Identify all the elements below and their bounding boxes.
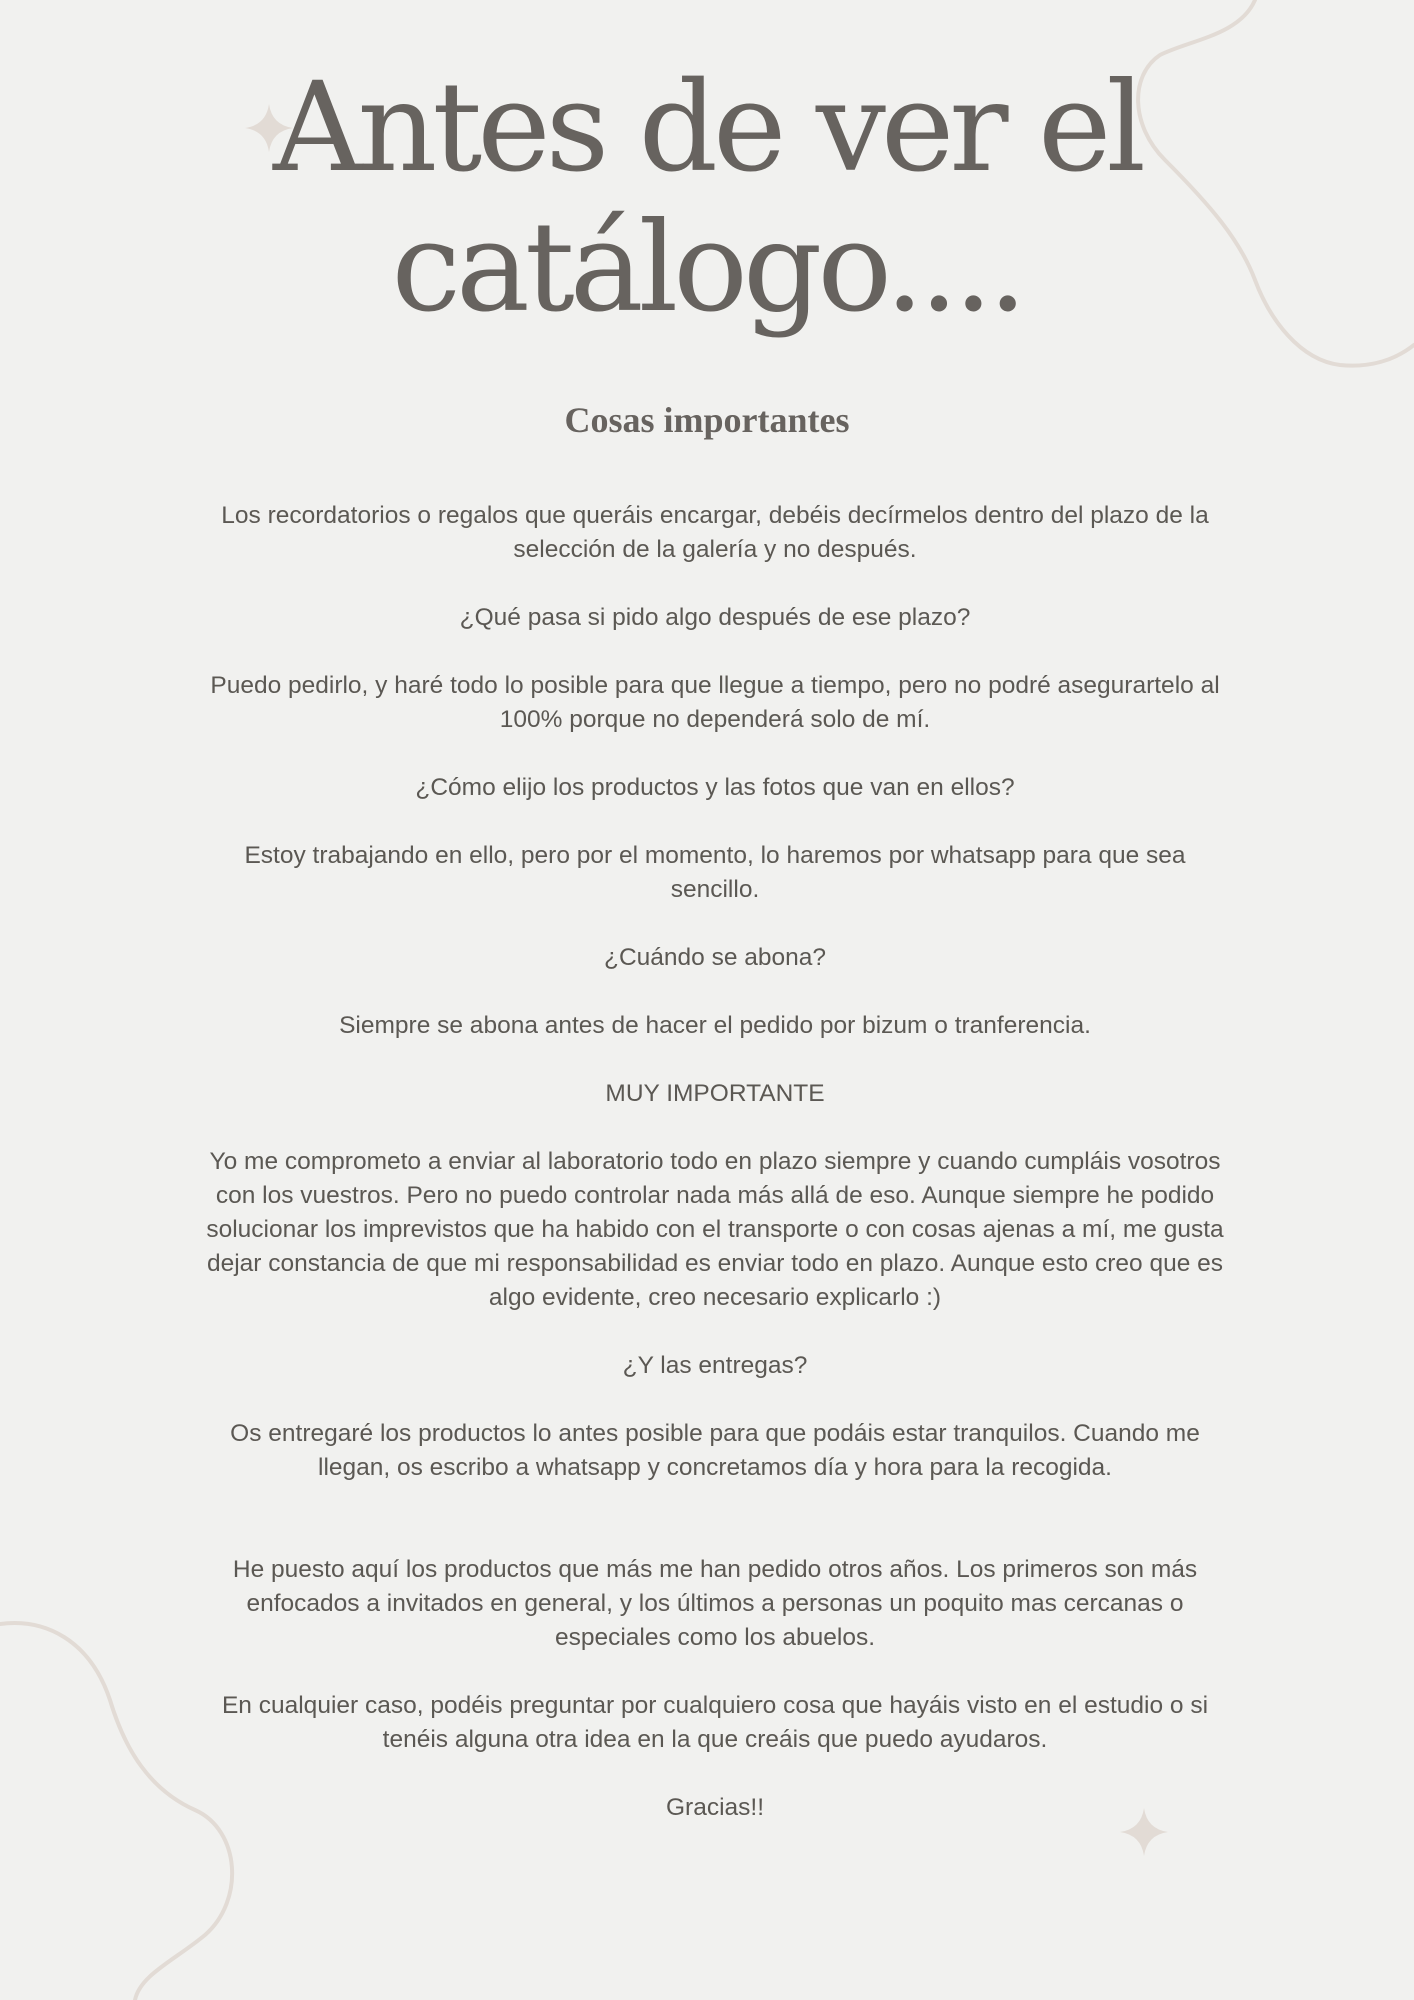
page-title [0, 58, 1414, 338]
paragraph-compromiso: Yo me comprometo a enviar al laboratorio todo en plazo siempre y cuando cumpláis vosotros con los vuestros. Pero no puedo controlar nada más allá de eso. Aunque siempre he podido solucionar los imprevistos que ha habido con el transporte o con cosas ajenas a mí, me gusta dejar constancia de que mi responsabilidad es enviar todo en plazo. Aunque esto creo que es algo evidente, creo necesario explicarlo :) [206, 1148, 1224, 1311]
closing-thanks: Gracias!! [665, 1794, 765, 1821]
heading-muy-importante: MUY IMPORTANTE [605, 1080, 825, 1107]
title-line-2: catálogo.... [391, 196, 1023, 340]
paragraph-productos: He puesto aquí los productos que más me han pedido otros años. Los primeros son más enfocados a invitados en general, y los últimos a personas un poquito mas cercanas o especiales como los abuelos. [232, 1556, 1198, 1651]
question-despues-plazo: ¿Qué pasa si pido algo después de ese plazo? [459, 604, 971, 631]
answer-entregas: Os entregaré los productos lo antes posible para que podáis estar tranquilos. Cuando me llegan, os escribo a whatsapp y concretamos día y hora para la recogida. [230, 1420, 1200, 1481]
paragraph-preguntar: En cualquier caso, podéis preguntar por cualquiero cosa que hayáis visto en el estudio o si tenéis alguna otra idea en la que creáis que puedo ayudaros. [221, 1692, 1209, 1753]
section-subtitle: Cosas importantes [564, 400, 850, 440]
question-abono: ¿Cuándo se abona? [603, 944, 827, 971]
answer-despues-plazo: Puedo pedirlo, y haré todo lo posible para que llegue a tiempo, pero no podré asegurartelo al 100% porque no dependerá solo de mí. [210, 672, 1220, 733]
bottom-left-wavy-line [0, 1623, 232, 2000]
question-elegir-productos: ¿Cómo elijo los productos y las fotos que van en ellos? [415, 774, 1015, 801]
answer-abono: Siempre se abona antes de hacer el pedido por bizum o tranferencia. [339, 1012, 1091, 1039]
answer-elegir-productos: Estoy trabajando en ello, pero por el momento, lo haremos por whatsapp para que sea sencillo. [244, 842, 1186, 903]
title-line-1: Antes de ver el [272, 56, 1142, 200]
question-entregas: ¿Y las entregas? [622, 1352, 808, 1379]
body-text [200, 499, 1230, 1859]
paragraph-plazo: Los recordatorios o regalos que queráis encargar, debéis decírmelos dentro del plazo de la selección de la galería y no después. [221, 502, 1209, 563]
